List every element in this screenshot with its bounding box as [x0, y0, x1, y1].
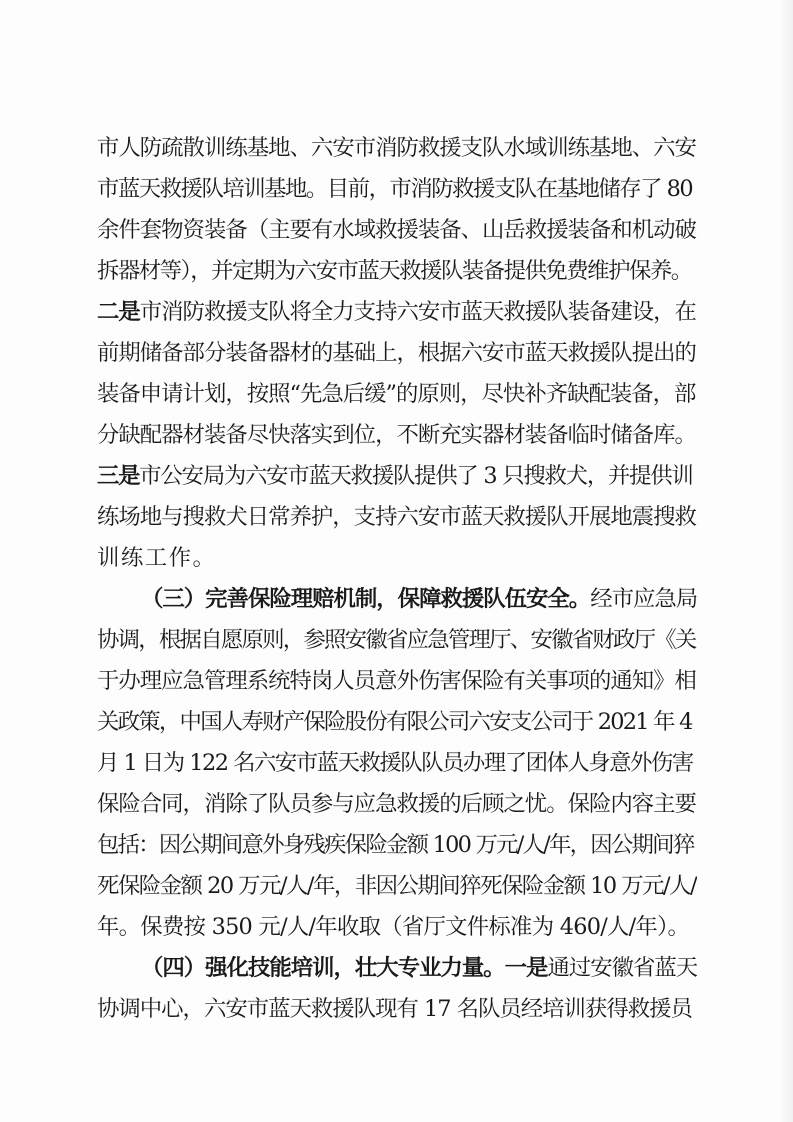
text-line: 死保险金额 20 万元/人/年，非因公期间猝死保险金额 10 万元/人/	[97, 873, 697, 899]
text-line: 三是市公安局为六安市蓝天救援队提供了 3 只搜救犬，并提供训	[97, 463, 693, 489]
text-line: 装备申请计划，按照“先急后缓”的原则，尽快补齐缺配装备，部	[97, 381, 696, 407]
text-line: 包括：因公期间意外身残疾保险金额 100 万元/人/年，因公期间猝	[97, 832, 694, 858]
text-line: 协调，根据自愿原则，参照安徽省应急管理厅、安徽省财政厅《关	[97, 627, 696, 653]
bold-lead: 三是	[97, 463, 140, 489]
text-line: 市人防疏散训练基地、六安市消防救援支队水域训练基地、六安	[97, 135, 696, 161]
text-line: 关政策，中国人寿财产保险股份有限公司六安支公司于 2021 年 4	[97, 709, 692, 735]
text-line: 拆器材等），并定期为六安市蓝天救援队装备提供免费维护保养。	[97, 258, 692, 284]
text-line: 保险合同，消除了队员参与应急救援的后顾之忧。保险内容主要	[97, 791, 696, 817]
text-line: 市蓝天救援队培训基地。目前，市消防救援支队在基地储存了 80	[97, 176, 693, 202]
text-line: 于办理应急管理系统特岗人员意外伤害保险有关事项的通知》相	[97, 668, 696, 694]
text-line: 训练工作。	[97, 545, 217, 571]
text-line: 月 1 日为 122 名六安市蓝天救援队队员办理了团体人身意外伤害	[97, 750, 693, 776]
text-line: 协调中心，六安市蓝天救援队现有 17 名队员经培训获得救援员	[97, 996, 692, 1022]
scan-edge-shadow	[779, 0, 793, 1122]
text-line: 余件套物资装备（主要有水域救援装备、山岳救援装备和机动破	[97, 217, 696, 243]
section-heading: （四）强化技能培训，壮大专业力量。一是	[141, 955, 548, 981]
text-line: 练场地与搜救犬日常养护，支持六安市蓝天救援队开展地震搜救	[97, 504, 696, 530]
text-line: 前期储备部分装备器材的基础上，根据六安市蓝天救援队提出的	[97, 340, 696, 366]
section-heading: （三）完善保险理赔机制，保障救援队伍安全。	[141, 586, 591, 612]
text-line: 年。保费按 350 元/人/年收取（省厅文件标准为 460/人/年）。	[97, 914, 690, 940]
text-line: 二是市消防救援支队将全力支持六安市蓝天救援队装备建设，在	[97, 299, 696, 325]
text-line: 分缺配器材装备尽快落实到位，不断充实器材装备临时储备库。	[97, 422, 696, 448]
section-heading-line: （四）强化技能培训，壮大专业力量。一是通过安徽省蓝天	[141, 955, 697, 981]
bold-lead: 二是	[97, 299, 140, 325]
section-heading-line: （三）完善保险理赔机制，保障救援队伍安全。经市应急局	[141, 586, 697, 612]
